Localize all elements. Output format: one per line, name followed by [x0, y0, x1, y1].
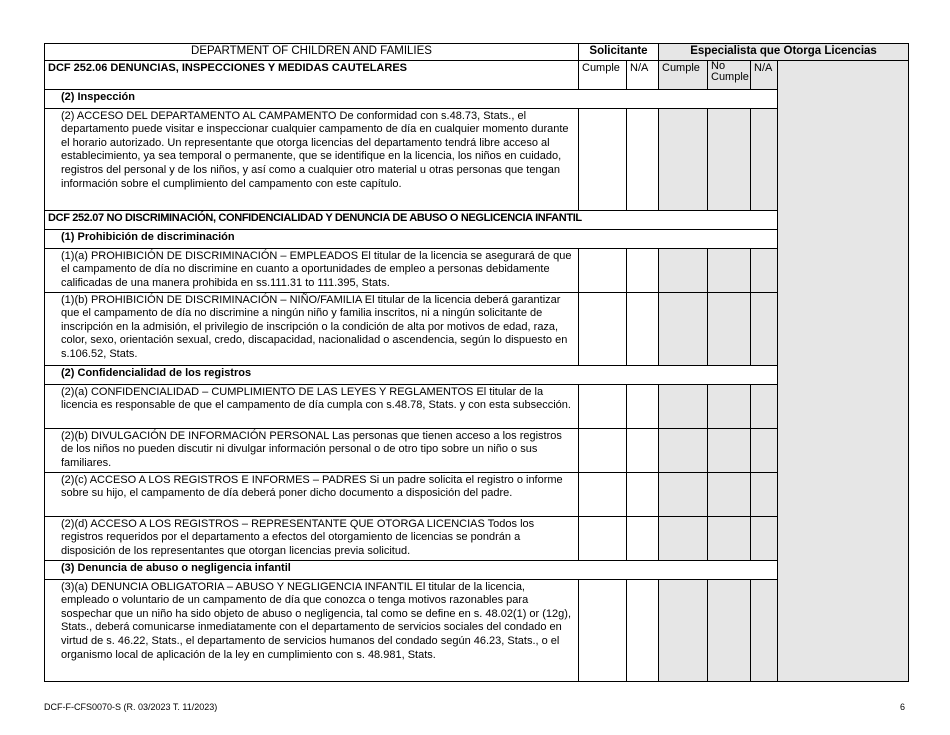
specialist-no-cumple-cell[interactable] — [708, 516, 751, 560]
specialist-no-cumple-cell[interactable] — [708, 472, 751, 516]
specialist-cumple-cell[interactable] — [659, 516, 708, 560]
specialist-na-cell[interactable] — [751, 516, 778, 560]
specialist-no-cumple-cell[interactable] — [708, 292, 751, 365]
col-applicant-cumple: Cumple — [579, 60, 627, 89]
specialist-cumple-cell[interactable] — [659, 579, 708, 681]
subsection-heading: (3) Denuncia de abuso o negligencia infantil — [45, 560, 778, 579]
applicant-na-cell[interactable] — [627, 428, 659, 472]
specialist-na-cell[interactable] — [751, 292, 778, 365]
specialist-na-cell[interactable] — [751, 579, 778, 681]
specialist-cumple-cell[interactable] — [659, 248, 708, 292]
specialist-na-cell[interactable] — [751, 108, 778, 210]
applicant-na-cell[interactable] — [627, 472, 659, 516]
form-id: DCF-F-CFS0070-S (R. 03/2023 T. 11/2023) — [44, 702, 218, 712]
subsection-heading: (2) Inspección — [45, 89, 778, 108]
specialist-no-cumple-cell[interactable] — [708, 579, 751, 681]
applicant-na-cell[interactable] — [627, 108, 659, 210]
side-panel — [778, 60, 909, 681]
rule-text: (1)(b) PROHIBICIÓN DE DISCRIMINACIÓN – NIÑO/FAMILIA El titular de la licencia deberá garantizar que el campamento de día no discrimine a ningún niño y familia inscritos, ni a ningún solicitante de inscripción en la admisión, el privilegio de inscripción o la condición de alta por motivos de edad, raza, color, sexo, orientación sexual, credo, discapacidad, nacionalidad o ascendencia, según lo dispuesto en s.106.52, Stats. — [45, 292, 579, 365]
subsection-heading: (2) Confidencialidad de los registros — [45, 365, 778, 384]
specialist-cumple-cell[interactable] — [659, 384, 708, 428]
specialist-cumple-cell[interactable] — [659, 472, 708, 516]
specialist-cumple-cell[interactable] — [659, 428, 708, 472]
compliance-table — [44, 43, 909, 682]
rule-text: (2)(c) ACCESO A LOS REGISTROS E INFORMES – PADRES Si un padre solicita el registro o informe sobre su hijo, el campamento de día deberá poner dicho documento a disposición del padre. — [45, 472, 579, 516]
rule-text: (1)(a) PROHIBICIÓN DE DISCRIMINACIÓN – EMPLEADOS El titular de la licencia se asegurará de que el campamento de día no discrimine en cuanto a oportunidades de empleo a personas debidamente calificadas de una manera prohibida en ss.111.31 to 111.395, Stats. — [45, 248, 579, 292]
applicant-cumple-cell[interactable] — [579, 248, 627, 292]
rule-text: (2) ACCESO DEL DEPARTAMENTO AL CAMPAMENTO De conformidad con s.48.73, Stats., el departamento puede visitar e inspeccionar cualquier campamento de día en cualquier momento durante el horario autorizado. Un representante que otorga licencias del departamento tendrá libre acceso al establecimiento, ya sea temporal o permanente, que se identifique en la licencia, los niños en cuidado, registros del personal y de los niños, y así como a cualquier otro material u otras personas que tengan información sobre el cumplimiento del campamento con este capítulo. — [45, 108, 579, 210]
applicant-na-cell[interactable] — [627, 292, 659, 365]
applicant-na-cell[interactable] — [627, 579, 659, 681]
applicant-cumple-cell[interactable] — [579, 516, 627, 560]
applicant-na-cell[interactable] — [627, 516, 659, 560]
applicant-header: Solicitante — [579, 44, 659, 61]
applicant-cumple-cell[interactable] — [579, 384, 627, 428]
no-cumple-line1: No — [711, 60, 726, 72]
no-cumple-line2: Cumple — [711, 70, 749, 83]
specialist-na-cell[interactable] — [751, 472, 778, 516]
specialist-na-cell[interactable] — [751, 248, 778, 292]
specialist-cumple-cell[interactable] — [659, 108, 708, 210]
applicant-na-cell[interactable] — [627, 248, 659, 292]
col-applicant-na: N/A — [627, 60, 659, 89]
rule-text: (3)(a) DENUNCIA OBLIGATORIA – ABUSO Y NEGLIGENCIA INFANTIL El titular de la licencia, empleado o voluntario de un campamento de día que conozca o tenga motivos razonables para sospechar que un niño ha sido objeto de abuso o negligencia, tal como se define en s. 48.02(1) or (12g), Stats., deberá comunicarse inmediatamente con el departamento de servicios sociales del condado en virtud de s. 46.22, Stats., el departamento de servicios humanos del condado según 46.23, Stats., o el organismo local de aplicación de la ley en cumplimiento con s. 48.981, Stats. — [45, 579, 579, 681]
applicant-cumple-cell[interactable] — [579, 472, 627, 516]
rule-text: (2)(b) DIVULGACIÓN DE INFORMACIÓN PERSONAL Las personas que tienen acceso a los registros de los niños no pueden discutir ni divulgar información personal o de otro tipo sobre un niño o sus familiares. — [45, 428, 579, 472]
col-specialist-cumple: Cumple — [659, 60, 708, 89]
specialist-na-cell[interactable] — [751, 384, 778, 428]
specialist-no-cumple-cell[interactable] — [708, 108, 751, 210]
applicant-cumple-cell[interactable] — [579, 292, 627, 365]
applicant-cumple-cell[interactable] — [579, 579, 627, 681]
col-specialist-na: N/A — [751, 60, 778, 89]
applicant-cumple-cell[interactable] — [579, 428, 627, 472]
subsection-heading: (1) Prohibición de discriminación — [45, 229, 778, 248]
page-number: 6 — [900, 702, 906, 712]
applicant-cumple-cell[interactable] — [579, 108, 627, 210]
specialist-header: Especialista que Otorga Licencias — [659, 44, 909, 61]
applicant-na-cell[interactable] — [627, 384, 659, 428]
section-heading: DCF 252.07 NO DISCRIMINACIÓN, CONFIDENCIALIDAD Y DENUNCIA DE ABUSO O NEGLICENCIA INFANTIL — [45, 210, 778, 229]
department-header: DEPARTMENT OF CHILDREN AND FAMILIES — [45, 44, 579, 61]
specialist-no-cumple-cell[interactable] — [708, 384, 751, 428]
specialist-no-cumple-cell[interactable] — [708, 248, 751, 292]
section-title: DCF 252.06 DENUNCIAS, INSPECCIONES Y MEDIDAS CAUTELARES — [45, 60, 579, 89]
rule-text: (2)(d) ACCESO A LOS REGISTROS – REPRESENTANTE QUE OTORGA LICENCIAS Todos los registros requeridos por el departamento a efectos del otorgamiento de licencias se pondrán a disposición de los representantes que otorgan licencias previa solicitud. — [45, 516, 579, 560]
specialist-no-cumple-cell[interactable] — [708, 428, 751, 472]
col-specialist-no-cumple — [708, 60, 751, 89]
rule-text: (2)(a) CONFIDENCIALIDAD – CUMPLIMIENTO DE LAS LEYES Y REGLAMENTOS El titular de la licencia es responsable de que el campamento de día cumpla con s.48.78, Stats. y con esta subsección. — [45, 384, 579, 428]
specialist-na-cell[interactable] — [751, 428, 778, 472]
specialist-cumple-cell[interactable] — [659, 292, 708, 365]
